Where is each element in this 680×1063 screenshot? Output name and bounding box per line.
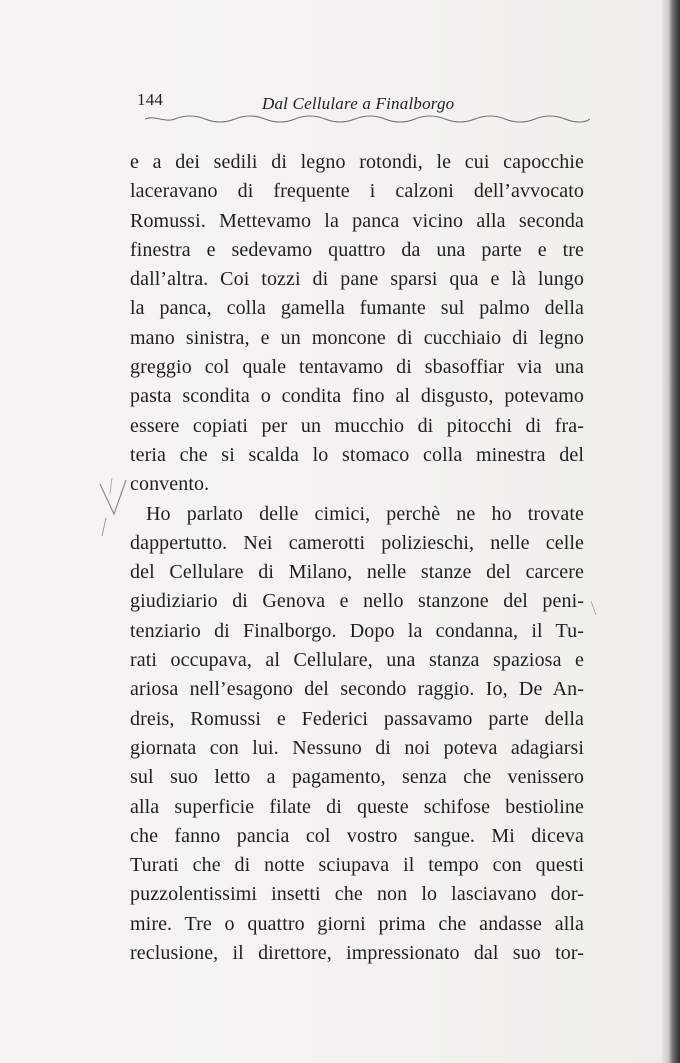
text-line: giornata con lui. Nessuno di noi poteva adagiarsi — [130, 736, 584, 759]
decorative-wavy-rule — [145, 114, 590, 124]
text-line: Ho parlato delle cimici, perchè ne ho trovate — [146, 502, 584, 525]
text-line: dappertutto. Nei camerotti polizieschi, nelle celle — [130, 531, 584, 554]
text-line: ariosa nell’esagono del secondo raggio. Io, De An- — [130, 678, 584, 701]
text-line: sul suo letto a pagamento, senza che venissero — [130, 766, 584, 789]
text-line: finestra e sedevamo quattro da una parte e tre — [130, 238, 584, 261]
text-line: alla superficie filate di queste schifose bestioline — [130, 795, 584, 818]
text-line: Romussi. Mettevamo la panca vicino alla seconda — [130, 209, 584, 232]
text-line: reclusione, il direttore, impressionato dal suo tor- — [130, 942, 584, 965]
page-header — [128, 86, 588, 116]
text-line: tenziario di Finalborgo. Dopo la condanna, il Tu- — [130, 619, 584, 642]
pencil-small-mark — [590, 600, 598, 618]
text-line: che fanno pancia col vostro sangue. Mi diceva — [130, 824, 584, 847]
text-line: teria che si scalda lo stomaco colla minestra del — [130, 443, 584, 466]
text-line: dreis, Romussi e Federici passavamo parte della — [130, 707, 584, 730]
text-line: greggio col quale tentavamo di sbasoffiar via una — [130, 356, 584, 379]
text-line: giudiziario di Genova e nello stanzone del peni- — [130, 590, 584, 613]
running-title: Dal Cellulare a Finalborgo — [262, 94, 455, 113]
text-line: la panca, colla gamella fumante sul palmo della — [130, 297, 584, 320]
text-line: rati occupava, al Cellulare, una stanza spaziosa e — [130, 649, 584, 672]
text-line: mire. Tre o quattro giorni prima che andasse alla — [130, 912, 584, 935]
page-binding-shadow — [662, 0, 680, 1063]
text-line: mano sinistra, e un moncone di cucchiaio di legno — [130, 326, 584, 349]
text-line: pasta scondita o condita fino al disgusto, potevamo — [130, 385, 584, 408]
page-number: 144 — [137, 90, 164, 109]
text-line: e a dei sedili di legno rotondi, le cui capocchie — [130, 151, 584, 173]
text-line: del Cellulare di Milano, nelle stanze del carcere — [130, 561, 584, 584]
text-line: dall’altra. Coi tozzi di pane sparsi qua e là lungo — [130, 268, 584, 291]
text-line: essere copiati per un mucchio di pitocchi di fra- — [130, 414, 584, 437]
text-line: convento. — [130, 473, 210, 496]
body-text — [130, 148, 584, 968]
pencil-margin-mark — [96, 476, 140, 556]
text-line: puzzolentissimi insetti che non lo lasciavano dor- — [130, 883, 584, 906]
text-line: laceravano di frequente i calzoni dell’avvocato — [130, 180, 584, 203]
text-line: Turati che di notte sciupava il tempo con questi — [130, 854, 584, 877]
